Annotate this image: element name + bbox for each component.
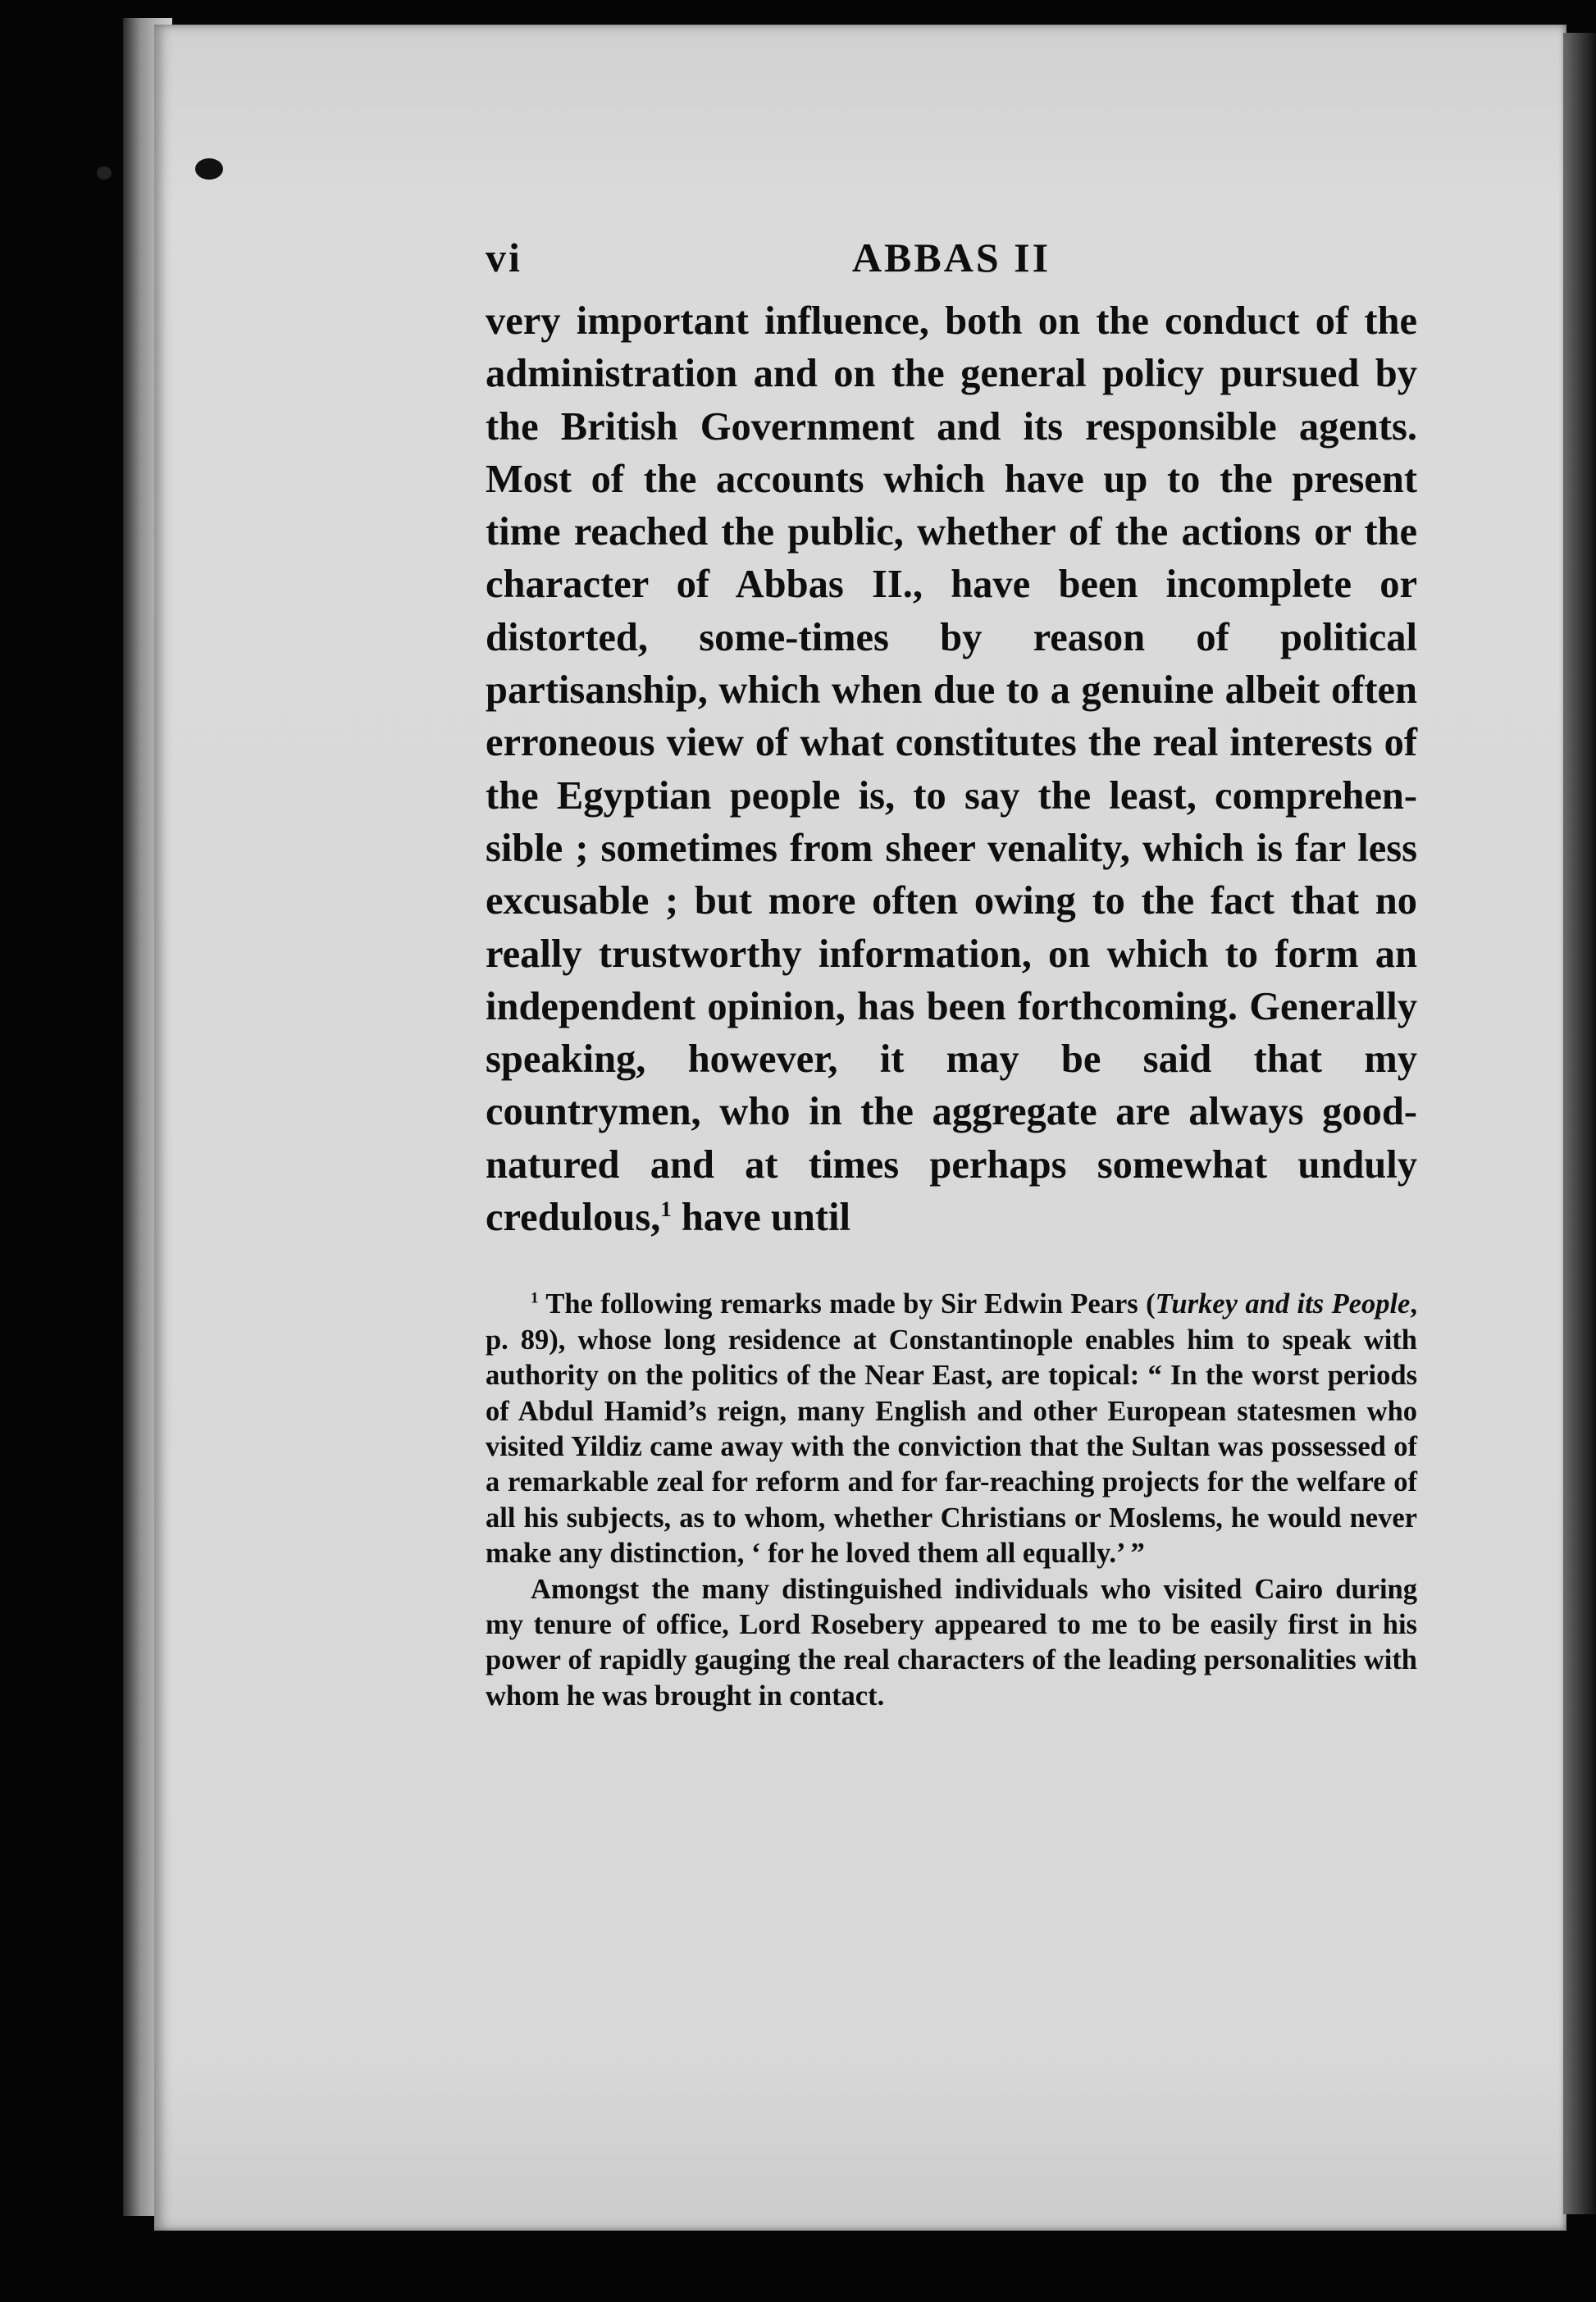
footnote-1 xyxy=(486,1287,1417,1571)
ink-blot xyxy=(195,158,223,180)
body-paragraph xyxy=(486,295,1417,1244)
footnote-1-text-end: , p. 89), whose long residence at Constantinople enables him to speak with authority on the politics of the Near East, are topical: “ In the worst periods of Abdul Hamid’s reign, many English and other European statesmen who visited Yildiz came away with the conviction that the Sultan was possessed of a remarkable zeal for reform and for far-reaching projects for the welfare of all his subjects, as to whom, whether Christians or Moslems, he would never make any distinction, ‘ for he loved them all equally.’ ” xyxy=(486,1288,1417,1570)
page-number: vi xyxy=(486,235,522,280)
page-text-block xyxy=(486,221,1417,1714)
body-text: very important influence, both on the conduct of the administration and on the general policy pursued by the British Government and its responsible agents. Most of the accounts which have up to the present time reached the public, whether of the actions or the character of Abbas II., have been incomplete or distorted, some-times by reason of political partisanship, which when due to a genuine albeit often erroneous view of what constitutes the real interests of the Egyptian people is, to say the least, comprehen-sible ; sometimes from sheer venality, which is far less excusable ; but more often owing to the fact that no really trustworthy information, on which to form an independent opinion, has been forthcoming. Generally speaking, however, it may be said that my countrymen, who in the aggregate are always good-natured and at times perhaps somewhat unduly credulous, xyxy=(486,299,1417,1240)
footnote-reference: 1 xyxy=(660,1196,672,1221)
footnote-mark: 1 xyxy=(531,1289,539,1307)
running-head xyxy=(486,221,1417,295)
footnote-1-text-start: The following remarks made by Sir Edwin Pears ( xyxy=(545,1288,1156,1320)
footnotes xyxy=(486,1287,1417,1714)
footnote-book-title: Turkey and its People xyxy=(1155,1288,1411,1320)
footnote-1-continuation: Amongst the many distinguished individuals who visited Cairo during my tenure of office, Lord Rosebery appeared to me to be easily first in his power of rapidly gauging the real characters of the leading personalities with whom he was brought in contact. xyxy=(486,1573,1417,1712)
body-text-tail: have until xyxy=(671,1196,850,1240)
running-title: ABBAS II xyxy=(851,235,1051,280)
page-right-edge xyxy=(1563,33,1596,2214)
ink-blot xyxy=(97,166,112,180)
